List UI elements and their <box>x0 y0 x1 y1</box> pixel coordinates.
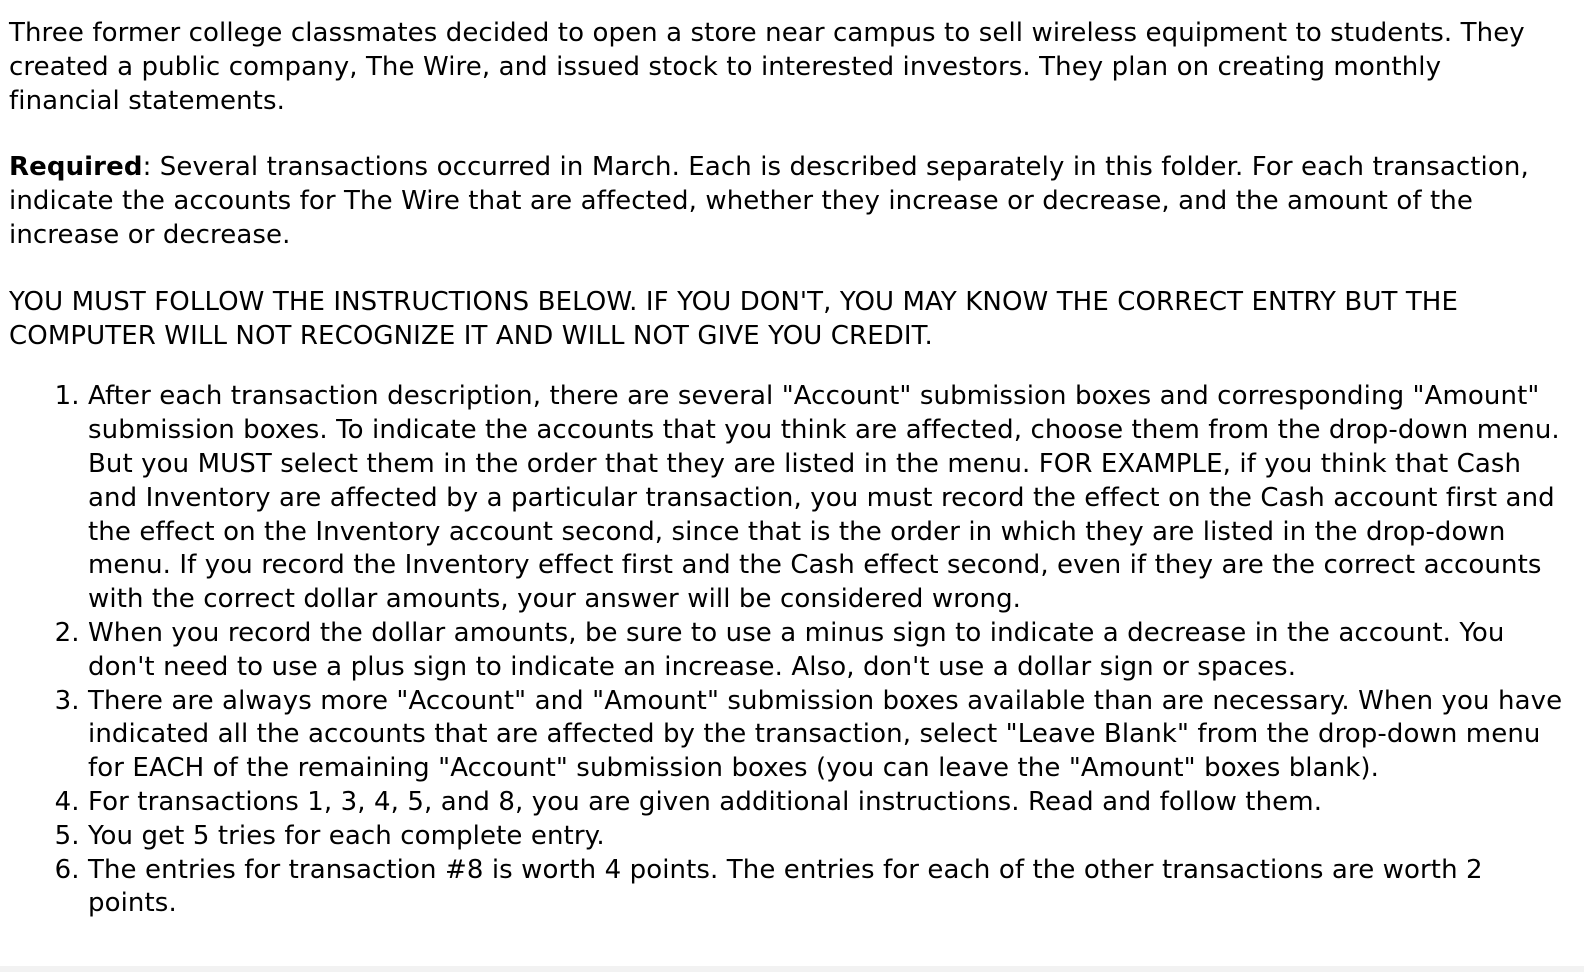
list-item: 3. There are always more "Account" and "Amount" submission boxes available than are necessary. When you have indicated all the accounts that are affected by the transaction, select "Leave Blank" from the drop-down menu for EACH of the remaining "Account" submission boxes (you can leave the "Amount" boxes blank). <box>88 685 1578 786</box>
required-paragraph <box>9 151 1554 252</box>
instructions-list <box>9 380 1578 921</box>
bottom-divider <box>0 966 1584 972</box>
list-item: 5. You get 5 tries for each complete entry. <box>88 820 1578 854</box>
intro-paragraph: Three former college classmates decided to open a store near campus to sell wireless equipment to students. They created a public company, The Wire, and issued stock to interested investors. They plan on creating monthly financial statements. <box>9 18 1525 116</box>
list-item: 2. When you record the dollar amounts, be sure to use a minus sign to indicate a decrease in the account. You don't need to use a plus sign to indicate an increase. Also, don't use a dollar sign or spaces. <box>88 617 1578 685</box>
required-text: : Several transactions occurred in March. Each is described separately in this folder. For each transaction, indicate the accounts for The Wire that are affected, whether they increase or decrease, and the amount of the increase or decrease. <box>9 152 1529 250</box>
list-item: 1. After each transaction description, there are several "Account" submission boxes and corresponding "Amount" submission boxes. To indicate the accounts that you think are affected, choose them from the drop-down menu. But you MUST select them in the order that they are listed in the menu. FOR EXAMPLE, if you think that Cash and Inventory are affected by a particular transaction, you must record the effect on the Cash account first and the effect on the Inventory account second, since that is the order in which they are listed in the drop-down menu. If you record the Inventory effect first and the Cash effect second, even if they are the correct accounts with the correct dollar amounts, your answer will be considered wrong. <box>88 380 1578 617</box>
list-item: 4. For transactions 1, 3, 4, 5, and 8, you are given additional instructions. Read and follow them. <box>88 786 1578 820</box>
warning-paragraph: YOU MUST FOLLOW THE INSTRUCTIONS BELOW. IF YOU DON'T, YOU MAY KNOW THE CORRECT ENTRY BUT THE COMPUTER WILL NOT RECOGNIZE IT AND WILL NOT GIVE YOU CREDIT. <box>9 286 1458 351</box>
list-item: 6. The entries for transaction #8 is worth 4 points. The entries for each of the other transactions are worth 2 points. <box>88 854 1578 922</box>
required-label: Required <box>9 152 143 183</box>
